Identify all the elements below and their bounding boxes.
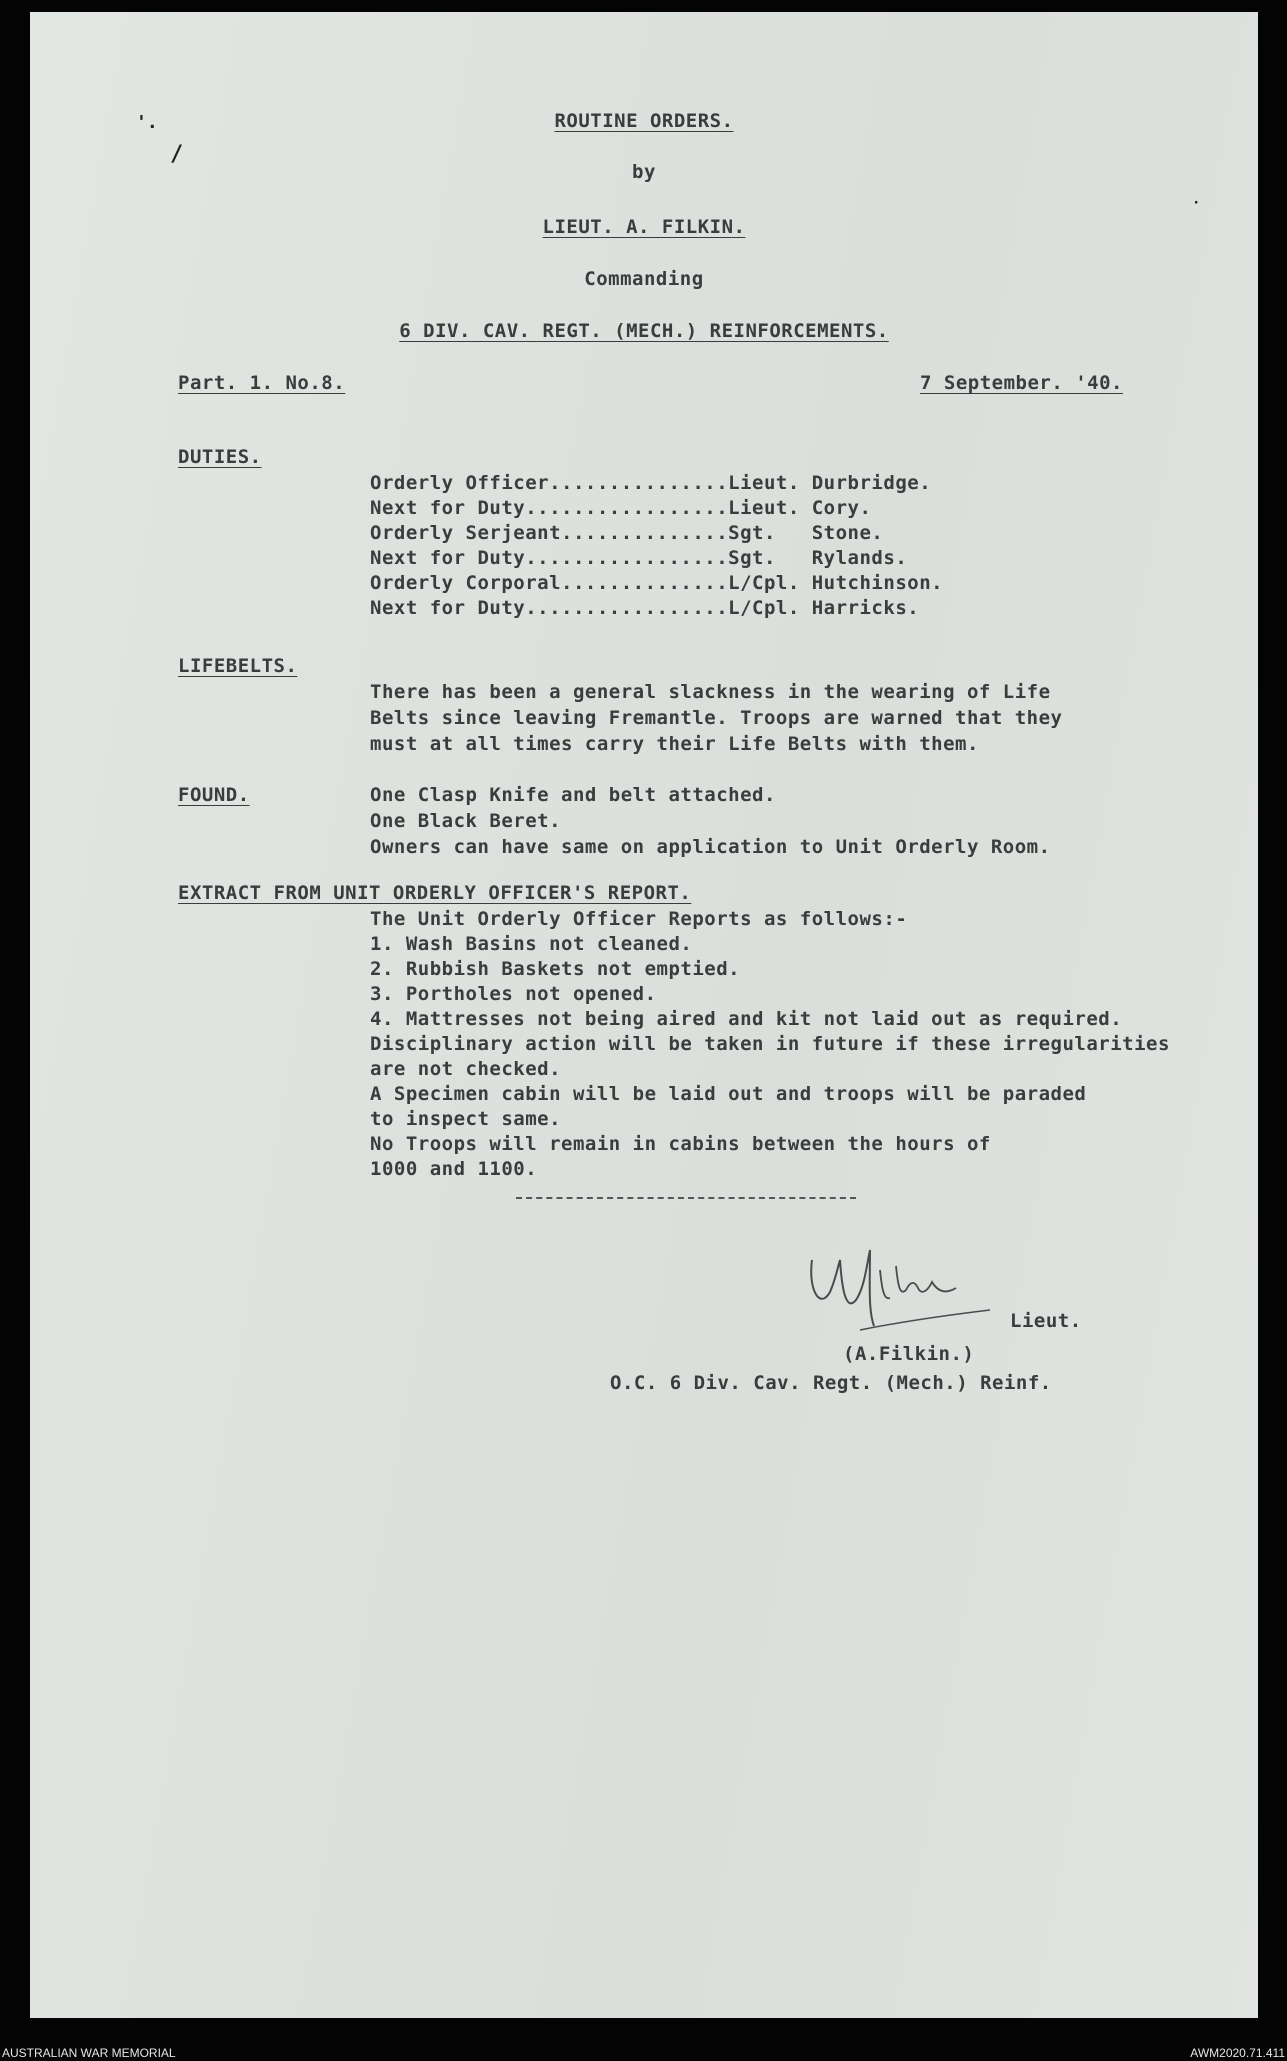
footer-accession-number: AWM2020.71.411	[1190, 2046, 1285, 2060]
separator-rule	[516, 1197, 856, 1199]
extract-line: 1000 and 1100.	[370, 1158, 538, 1180]
lifebelts-line: There has been a general slackness in the wearing of Life	[370, 681, 1051, 703]
duty-row: Next for Duty.................Lieut. Cory.	[370, 497, 872, 519]
duty-row: Orderly Corporal..............L/Cpl. Hutchinson.	[370, 572, 944, 594]
found-line: Owners can have same on application to Unit Orderly Room.	[370, 836, 1051, 858]
document-title: ROUTINE ORDERS.	[554, 110, 734, 132]
extract-line: 4. Mattresses not being aired and kit not laid out as required.	[370, 1008, 1123, 1030]
extract-line: 3. Portholes not opened.	[370, 983, 657, 1005]
commander-name: LIEUT. A. FILKIN.	[542, 216, 746, 238]
part-number: Part. 1. No.8.	[178, 372, 346, 394]
duty-row: Next for Duty.................Sgt. Rylands.	[370, 547, 908, 569]
document-page	[30, 12, 1258, 2018]
duty-row: Orderly Officer...............Lieut. Durbridge.	[370, 472, 932, 494]
signatory-rank: Lieut.	[1010, 1310, 1082, 1332]
order-date: 7 September. '40.	[920, 372, 1123, 394]
extract-line: 1. Wash Basins not cleaned.	[370, 933, 693, 955]
duties-heading: DUTIES.	[178, 446, 262, 468]
by-line: by	[632, 161, 656, 183]
unit-name: 6 DIV. CAV. REGT. (MECH.) REINFORCEMENTS.	[399, 320, 889, 342]
found-line: One Clasp Knife and belt attached.	[370, 784, 776, 806]
extract-line: 2. Rubbish Baskets not emptied.	[370, 958, 741, 980]
duty-row: Next for Duty.................L/Cpl. Harricks.	[370, 597, 920, 619]
extract-line: A Specimen cabin will be laid out and troops will be paraded	[370, 1083, 1087, 1105]
punch-mark: ·	[1192, 195, 1201, 211]
extract-heading: EXTRACT FROM UNIT ORDERLY OFFICER'S REPORT.	[178, 882, 692, 904]
extract-line: Disciplinary action will be taken in future if these irregularities	[370, 1033, 1170, 1055]
found-heading: FOUND.	[178, 784, 250, 806]
extract-line: are not checked.	[370, 1058, 562, 1080]
punch-mark: /	[170, 142, 184, 167]
signatory-name: (A.Filkin.)	[843, 1343, 975, 1365]
handwritten-signature	[800, 1230, 1000, 1350]
punch-mark: '.	[136, 112, 158, 133]
extract-line: No Troops will remain in cabins between the hours of	[370, 1133, 991, 1155]
extract-line: to inspect same.	[370, 1108, 562, 1130]
lifebelts-line: Belts since leaving Fremantle. Troops are warned that they	[370, 707, 1063, 729]
lifebelts-line: must at all times carry their Life Belts with them.	[370, 733, 979, 755]
commanding-line: Commanding	[584, 268, 704, 290]
duty-row: Orderly Serjeant..............Sgt. Stone.	[370, 522, 884, 544]
found-line: One Black Beret.	[370, 810, 562, 832]
signatory-position: O.C. 6 Div. Cav. Regt. (Mech.) Reinf.	[610, 1372, 1052, 1394]
lifebelts-heading: LIFEBELTS.	[178, 655, 298, 677]
footer-institution: AUSTRALIAN WAR MEMORIAL	[2, 2046, 176, 2060]
extract-line: The Unit Orderly Officer Reports as follows:-	[370, 908, 908, 930]
